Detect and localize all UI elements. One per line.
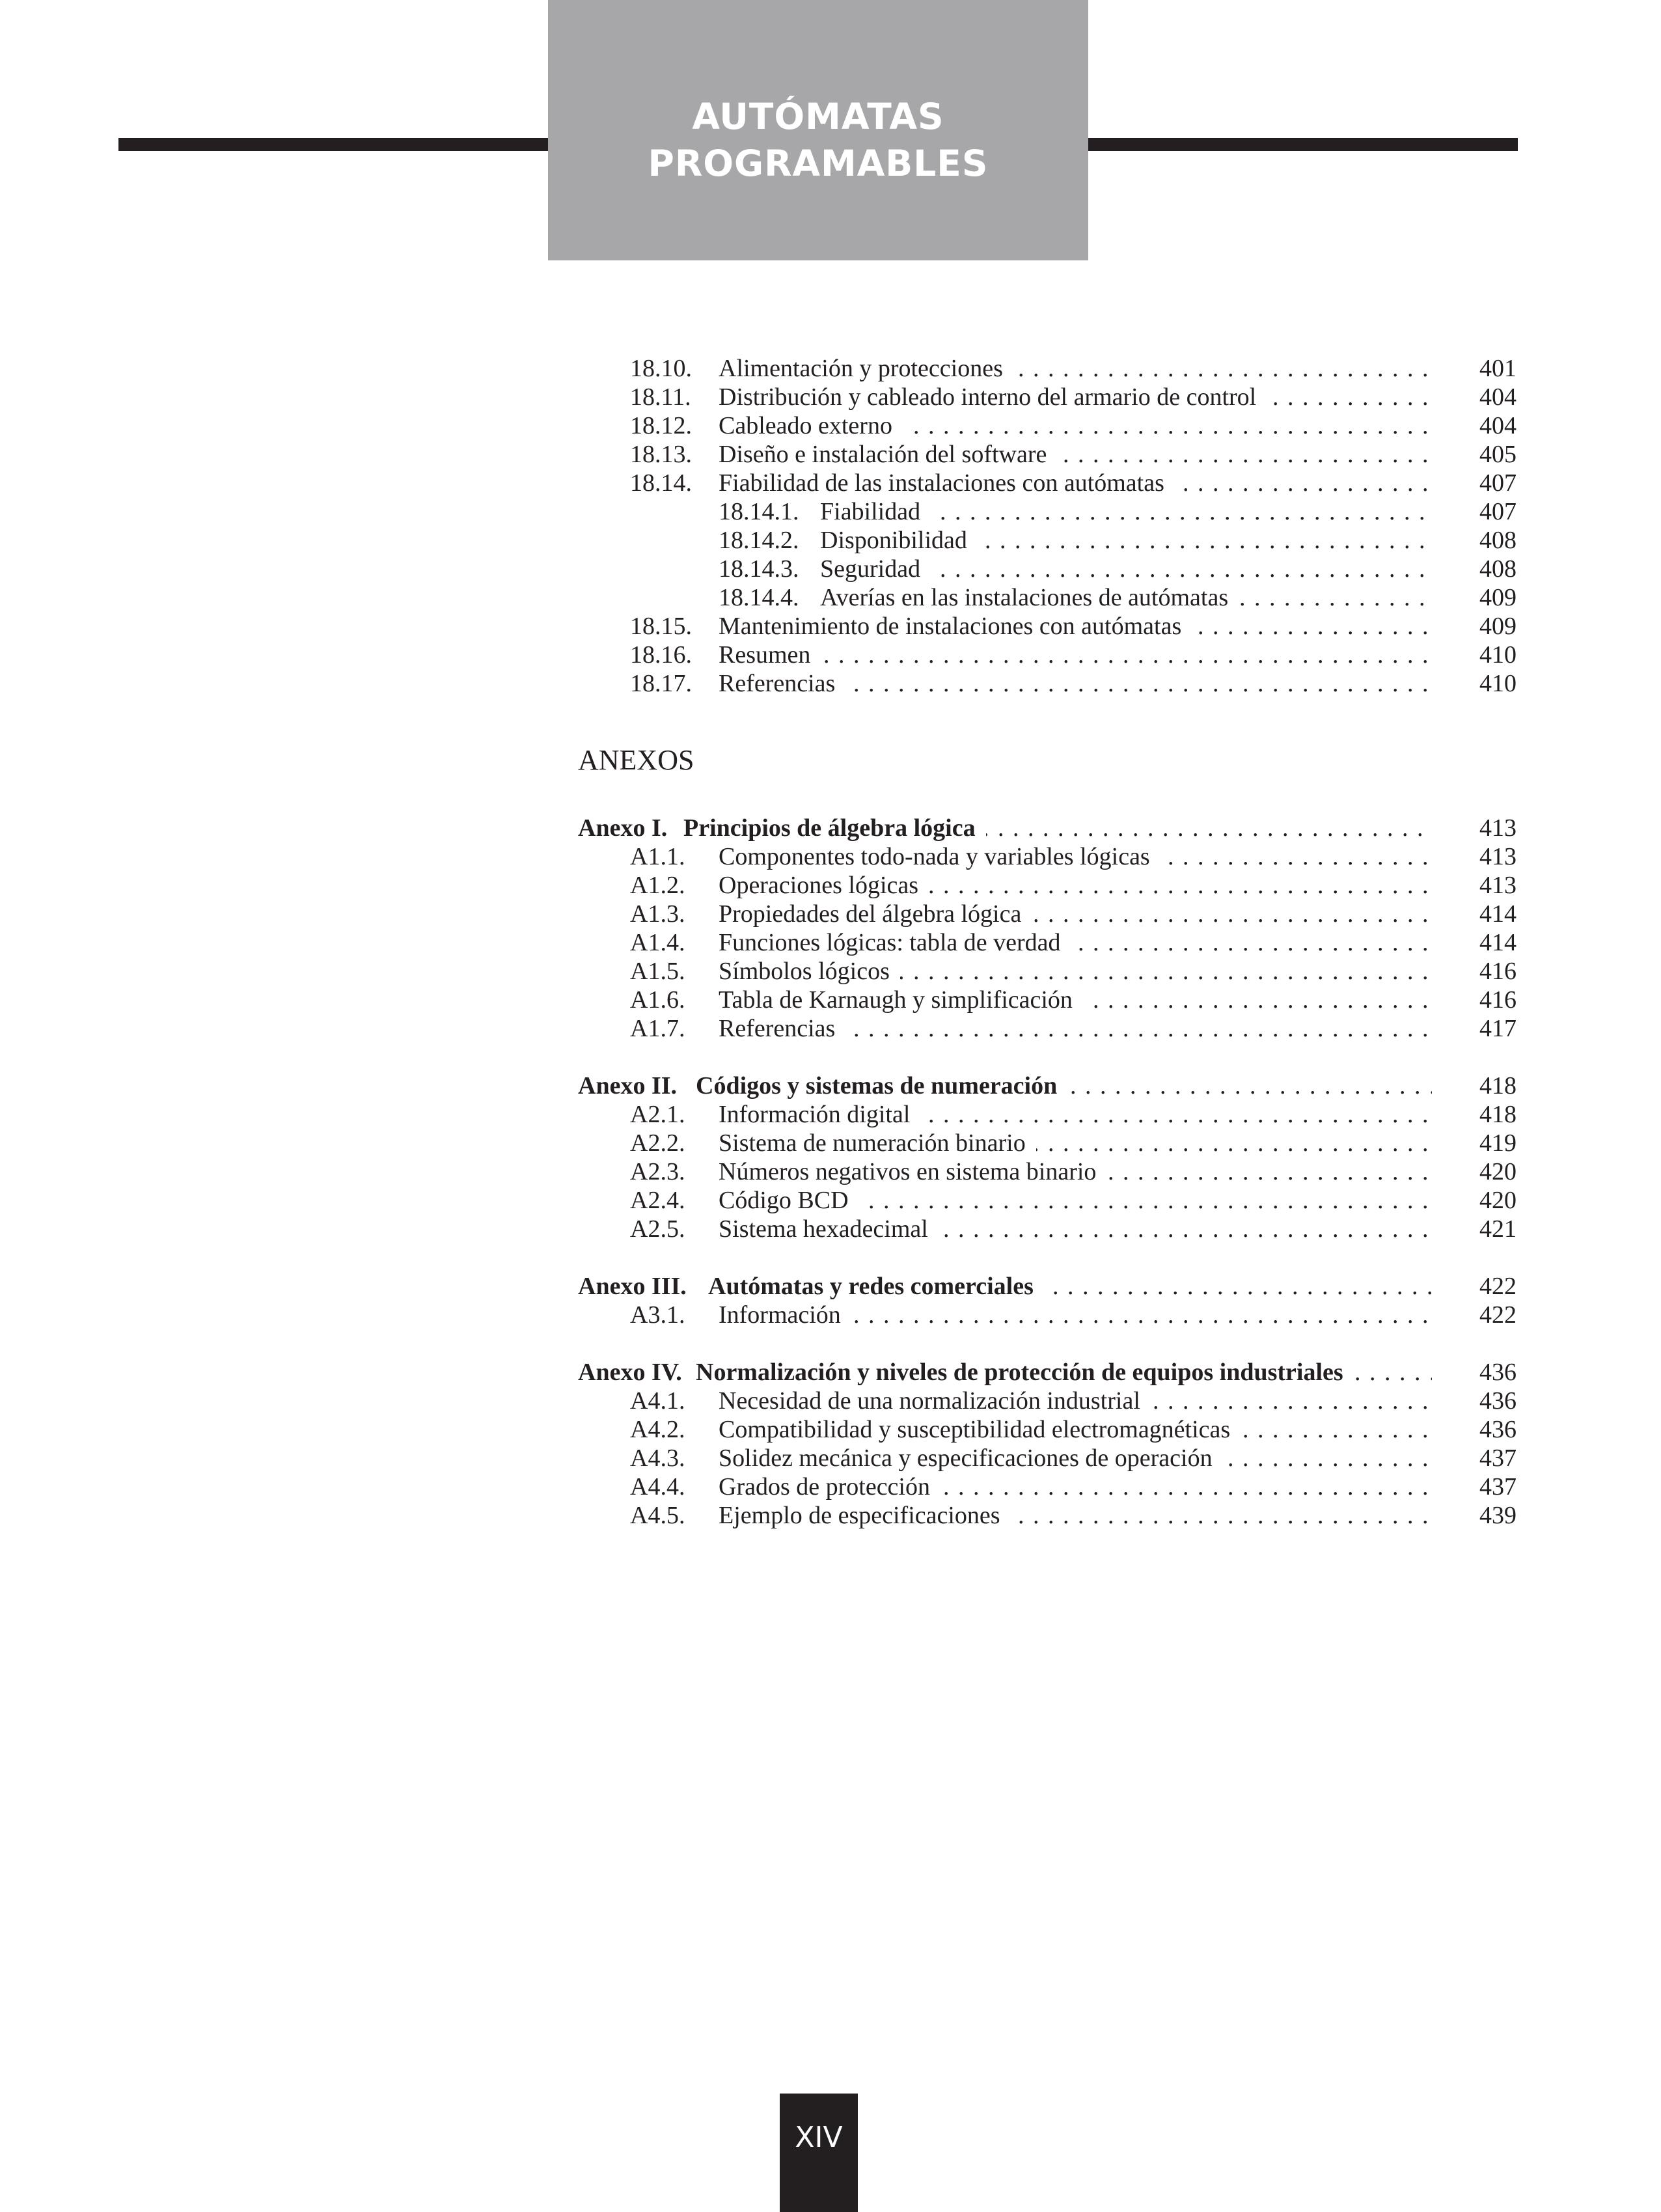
entry-page: 421 bbox=[1479, 1215, 1517, 1243]
entry-number: A1.7. bbox=[630, 1015, 685, 1042]
entry-title-leader bbox=[820, 583, 1432, 612]
entry-title: Resumen bbox=[719, 641, 821, 669]
entry-title-leader bbox=[719, 612, 1432, 641]
annex-item bbox=[630, 1157, 1517, 1186]
annex-item bbox=[630, 1100, 1517, 1129]
entry-page: 439 bbox=[1479, 1502, 1517, 1529]
toc-entry bbox=[630, 383, 1517, 411]
annex-item bbox=[630, 1501, 1517, 1530]
entry-number: A3.1. bbox=[630, 1301, 685, 1329]
entry-title-leader bbox=[719, 669, 1432, 698]
book-title-line-1: AUTÓMATAS bbox=[692, 96, 944, 137]
entry-page: 420 bbox=[1479, 1158, 1517, 1185]
annex-item bbox=[630, 1215, 1517, 1243]
entry-title: Disponibilidad bbox=[820, 527, 978, 554]
entry-title: Ejemplo de especificaciones bbox=[719, 1502, 1011, 1529]
entry-title-leader bbox=[719, 1472, 1432, 1501]
entry-title: Averías en las instalaciones de autómatas bbox=[820, 584, 1239, 611]
entry-title-leader bbox=[820, 555, 1432, 583]
entry-page: 410 bbox=[1479, 641, 1517, 669]
annex-item bbox=[630, 1415, 1517, 1444]
entry-number: A4.3. bbox=[630, 1445, 685, 1472]
entry-title: Códigos y sistemas de numeración bbox=[696, 1072, 1067, 1099]
entry-page: 413 bbox=[1479, 872, 1517, 899]
entry-page: 418 bbox=[1479, 1072, 1517, 1099]
entry-title-leader bbox=[719, 440, 1432, 469]
entry-title-leader bbox=[719, 383, 1432, 411]
entry-page: 414 bbox=[1479, 900, 1517, 928]
entry-number: 18.14.2. bbox=[719, 527, 799, 554]
entry-title: Funciones lógicas: tabla de verdad bbox=[719, 929, 1071, 956]
entry-title-leader bbox=[719, 1387, 1432, 1415]
entry-number: 18.17. bbox=[630, 670, 692, 697]
entry-title: Seguridad bbox=[820, 555, 931, 583]
entry-number: A4.2. bbox=[630, 1416, 685, 1443]
entry-title-leader bbox=[719, 871, 1432, 900]
entry-number: A2.1. bbox=[630, 1101, 685, 1128]
page-number: XIV bbox=[795, 2121, 843, 2154]
entry-title-leader bbox=[719, 928, 1432, 957]
book-title-box bbox=[548, 0, 1088, 260]
annex-item bbox=[630, 1186, 1517, 1215]
entry-number: 18.11. bbox=[630, 383, 691, 411]
entry-page: 437 bbox=[1479, 1445, 1517, 1472]
entry-page: 410 bbox=[1479, 670, 1517, 697]
entry-title-leader bbox=[820, 497, 1432, 526]
entry-title: Solidez mecánica y especificaciones de operación bbox=[719, 1445, 1223, 1472]
annex-item bbox=[630, 1129, 1517, 1157]
toc-subentry bbox=[719, 583, 1517, 612]
entry-page: 436 bbox=[1479, 1416, 1517, 1443]
entry-number: 18.14.4. bbox=[719, 584, 799, 611]
annex-item bbox=[630, 1014, 1517, 1043]
entry-title-leader bbox=[719, 900, 1432, 928]
entry-page: 409 bbox=[1479, 584, 1517, 611]
entry-title: Grados de protección bbox=[719, 1473, 940, 1500]
entry-number: Anexo III. bbox=[578, 1273, 687, 1300]
annex-heading bbox=[578, 814, 1517, 842]
entry-title: Información digital bbox=[719, 1101, 920, 1128]
entry-title-leader bbox=[719, 842, 1432, 871]
toc-subentry bbox=[719, 555, 1517, 583]
entry-number: Anexo I. bbox=[578, 814, 668, 842]
entry-page: 404 bbox=[1479, 383, 1517, 411]
entry-page: 414 bbox=[1479, 929, 1517, 956]
entry-title: Cableado externo bbox=[719, 412, 903, 439]
entry-page: 420 bbox=[1479, 1187, 1517, 1214]
entry-title: Sistema hexadecimal bbox=[719, 1215, 939, 1243]
entry-title-leader bbox=[719, 1014, 1432, 1043]
entry-number: 18.14. bbox=[630, 469, 692, 497]
entry-title-leader bbox=[820, 526, 1432, 555]
annex-item bbox=[630, 1472, 1517, 1501]
entry-page: 416 bbox=[1479, 958, 1517, 985]
entry-title: Referencias bbox=[719, 1015, 845, 1042]
entry-number: A1.5. bbox=[630, 958, 685, 985]
entry-title-leader bbox=[719, 1100, 1432, 1129]
entry-title: Información bbox=[719, 1301, 851, 1329]
entry-page: 413 bbox=[1479, 843, 1517, 870]
entry-title: Referencias bbox=[719, 670, 845, 697]
entry-title-leader bbox=[719, 1157, 1432, 1186]
annexes-heading: ANEXOS bbox=[578, 744, 694, 776]
entry-title: Fiabilidad bbox=[820, 498, 931, 525]
entry-title: Propiedades del álgebra lógica bbox=[719, 900, 1032, 928]
entry-page: 413 bbox=[1479, 814, 1517, 842]
book-title-line-2: PROGRAMABLES bbox=[648, 143, 989, 184]
entry-title: Normalización y niveles de protección de equipos industriales bbox=[696, 1359, 1354, 1386]
entry-number: A1.4. bbox=[630, 929, 685, 956]
toc-subentry bbox=[719, 526, 1517, 555]
entry-page: 436 bbox=[1479, 1359, 1517, 1386]
entry-page: 409 bbox=[1479, 613, 1517, 640]
entry-title: Distribución y cableado interno del armario de control bbox=[719, 383, 1267, 411]
entry-title-leader bbox=[719, 1129, 1432, 1157]
annex-item bbox=[630, 986, 1517, 1014]
annex-heading bbox=[578, 1272, 1517, 1301]
entry-title-leader bbox=[719, 1501, 1432, 1530]
entry-title: Mantenimiento de instalaciones con autómatas bbox=[719, 613, 1192, 640]
entry-number: Anexo IV. bbox=[578, 1359, 682, 1386]
entry-title-leader bbox=[696, 1071, 1432, 1100]
entry-title-leader bbox=[708, 1272, 1432, 1301]
entry-number: A2.4. bbox=[630, 1187, 685, 1214]
entry-page: 418 bbox=[1479, 1101, 1517, 1128]
entry-page: 416 bbox=[1479, 986, 1517, 1014]
entry-title-leader bbox=[719, 1415, 1432, 1444]
entry-title-leader bbox=[719, 986, 1432, 1014]
annex-item bbox=[630, 928, 1517, 957]
entry-title-leader bbox=[683, 814, 1432, 842]
entry-title-leader bbox=[719, 411, 1432, 440]
entry-number: 18.12. bbox=[630, 412, 692, 439]
entry-title: Símbolos lógicos bbox=[719, 958, 900, 985]
entry-page: 408 bbox=[1479, 527, 1517, 554]
entry-title: Alimentación y protecciones bbox=[719, 355, 1013, 382]
entry-title: Diseño e instalación del software bbox=[719, 441, 1057, 468]
entry-title-leader bbox=[696, 1358, 1432, 1387]
entry-number: 18.14.3. bbox=[719, 555, 799, 583]
header-rule-right bbox=[1088, 138, 1518, 151]
toc-entry bbox=[630, 440, 1517, 469]
entry-title-leader bbox=[719, 469, 1432, 497]
entry-number: A1.1. bbox=[630, 843, 685, 870]
entry-page: 422 bbox=[1479, 1301, 1517, 1329]
annex-heading bbox=[578, 1071, 1517, 1100]
entry-title: Principios de álgebra lógica bbox=[683, 814, 986, 842]
entry-number: 18.15. bbox=[630, 613, 692, 640]
entry-number: A1.6. bbox=[630, 986, 685, 1014]
entry-number: 18.16. bbox=[630, 641, 692, 669]
entry-title: Autómatas y redes comerciales bbox=[708, 1273, 1044, 1300]
annex-heading bbox=[578, 1358, 1517, 1387]
entry-title-leader bbox=[719, 1444, 1432, 1472]
header-rule-left bbox=[118, 138, 548, 151]
entry-page: 404 bbox=[1479, 412, 1517, 439]
entry-page: 401 bbox=[1479, 355, 1517, 382]
entry-number: A1.3. bbox=[630, 900, 685, 928]
entry-title-leader bbox=[719, 354, 1432, 383]
entry-title-leader bbox=[719, 1186, 1432, 1215]
entry-title-leader bbox=[719, 957, 1432, 986]
toc-entry bbox=[630, 612, 1517, 641]
entry-title-leader bbox=[719, 1215, 1432, 1243]
entry-title: Operaciones lógicas bbox=[719, 872, 929, 899]
annex-item bbox=[630, 957, 1517, 986]
page-number-box bbox=[780, 2094, 858, 2212]
entry-page: 419 bbox=[1479, 1129, 1517, 1157]
entry-number: A2.5. bbox=[630, 1215, 685, 1243]
entry-number: A1.2. bbox=[630, 872, 685, 899]
entry-title-leader bbox=[719, 641, 1432, 669]
toc-entry bbox=[630, 641, 1517, 669]
entry-page: 422 bbox=[1479, 1273, 1517, 1300]
annex-item bbox=[630, 842, 1517, 871]
toc-subentry bbox=[719, 497, 1517, 526]
toc-entry bbox=[630, 354, 1517, 383]
entry-title: Sistema de numeración binario bbox=[719, 1129, 1036, 1157]
entry-page: 436 bbox=[1479, 1387, 1517, 1415]
entry-title-leader bbox=[719, 1301, 1432, 1329]
entry-page: 407 bbox=[1479, 498, 1517, 525]
toc-entry bbox=[630, 469, 1517, 497]
entry-title: Números negativos en sistema binario bbox=[719, 1158, 1106, 1185]
entry-title: Necesidad de una normalización industrial bbox=[719, 1387, 1151, 1415]
annex-item bbox=[630, 1444, 1517, 1472]
entry-page: 417 bbox=[1479, 1015, 1517, 1042]
annex-item bbox=[630, 871, 1517, 900]
entry-title: Tabla de Karnaugh y simplificación bbox=[719, 986, 1083, 1014]
annex-item bbox=[630, 1387, 1517, 1415]
entry-page: 407 bbox=[1479, 469, 1517, 497]
entry-number: A4.1. bbox=[630, 1387, 685, 1415]
entry-number: 18.13. bbox=[630, 441, 692, 468]
entry-number: A4.5. bbox=[630, 1502, 685, 1529]
toc-entry bbox=[630, 669, 1517, 698]
entry-number: A2.2. bbox=[630, 1129, 685, 1157]
entry-title: Compatibilidad y susceptibilidad electromagnéticas bbox=[719, 1416, 1241, 1443]
annex-item bbox=[630, 1301, 1517, 1329]
entry-title: Fiabilidad de las instalaciones con autómatas bbox=[719, 469, 1175, 497]
annex-item bbox=[630, 900, 1517, 928]
entry-title: Componentes todo-nada y variables lógicas bbox=[719, 843, 1160, 870]
entry-number: A2.3. bbox=[630, 1158, 685, 1185]
entry-page: 408 bbox=[1479, 555, 1517, 583]
entry-page: 437 bbox=[1479, 1473, 1517, 1500]
entry-number: A4.4. bbox=[630, 1473, 685, 1500]
toc-entry bbox=[630, 411, 1517, 440]
entry-number: 18.14.1. bbox=[719, 498, 799, 525]
entry-number: Anexo II. bbox=[578, 1072, 678, 1099]
entry-number: 18.10. bbox=[630, 355, 692, 382]
entry-title: Código BCD bbox=[719, 1187, 859, 1214]
entry-page: 405 bbox=[1479, 441, 1517, 468]
